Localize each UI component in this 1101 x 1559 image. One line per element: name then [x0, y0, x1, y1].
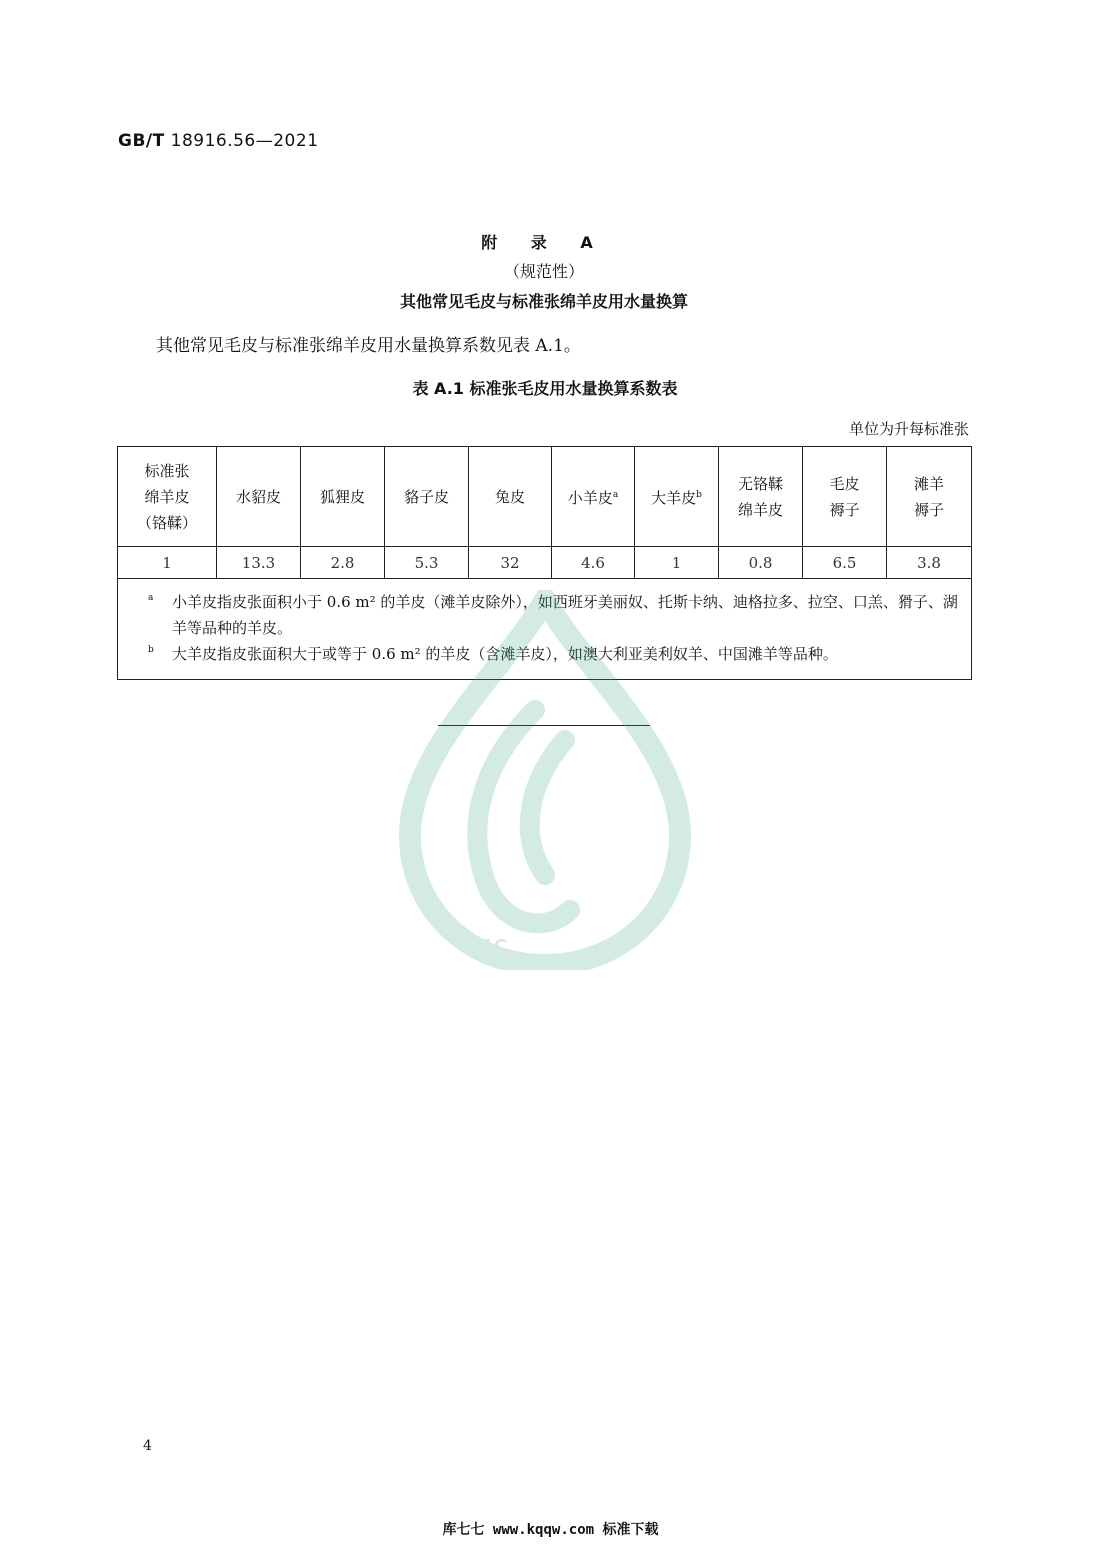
- standard-number: [118, 131, 319, 151]
- appendix-label: 附 录 A: [481, 233, 607, 252]
- note-text: 大羊皮指皮张面积大于或等于 0.6 m² 的羊皮（含滩羊皮），如澳大利亚美利奴羊、中国滩羊等品种。: [172, 645, 838, 663]
- header-line: 无铬鞣: [737, 474, 783, 493]
- table-row: [118, 547, 972, 579]
- header-line: 滩羊: [913, 474, 944, 493]
- value-cell: 32: [469, 547, 552, 579]
- table-header-row: [118, 447, 972, 547]
- header-cell: [118, 447, 217, 547]
- header-line: 小羊皮: [567, 489, 613, 507]
- value-cell: 1: [118, 547, 217, 579]
- appendix-nature: （规范性）: [503, 262, 584, 281]
- value-cell: 13.3: [217, 547, 301, 579]
- header-cell: [469, 447, 552, 547]
- value-cell: 3.8: [887, 547, 972, 579]
- header-line: 标准张: [144, 461, 190, 480]
- header-line: 貉子皮: [403, 487, 449, 506]
- header-line: 绵羊皮: [737, 500, 783, 519]
- header-line: 水貂皮: [235, 487, 281, 506]
- note-mark: b: [148, 645, 154, 655]
- footnote-mark: a: [612, 490, 619, 500]
- header-cell: [635, 447, 719, 547]
- header-line: 毛皮: [829, 474, 860, 493]
- header-line: 狐狸皮: [319, 487, 365, 506]
- appendix-title: 其他常见毛皮与标准张绵羊皮用水量换算: [399, 292, 688, 311]
- value-cell: 0.8: [719, 547, 803, 579]
- footer-text: 库七七 www.kqqw.com 标准下载: [442, 1522, 659, 1538]
- drop-logo-icon: [395, 590, 695, 970]
- header-line: 绵羊皮: [144, 487, 190, 506]
- intro-paragraph: 其他常见毛皮与标准张绵羊皮用水量换算系数见表 A.1。: [156, 336, 581, 356]
- header-cell: [301, 447, 385, 547]
- header-line: 褥子: [829, 500, 860, 519]
- value-cell: 4.6: [552, 547, 635, 579]
- table-caption: 表 A.1 标准张毛皮用水量换算系数表: [412, 379, 678, 398]
- header-line: 兔皮: [494, 487, 525, 506]
- header-cell: [803, 447, 887, 547]
- header-line: 褥子: [913, 500, 944, 519]
- standard-prefix: GB/T: [118, 131, 165, 151]
- standard-code: 18916.56—2021: [170, 131, 319, 151]
- header-line: （铬鞣）: [136, 513, 197, 532]
- header-line: 大羊皮: [651, 489, 697, 507]
- header-cell: [719, 447, 803, 547]
- table-unit: 单位为升每标准张: [848, 420, 969, 438]
- svg-text:SAC: SAC: [467, 936, 508, 957]
- value-cell: 2.8: [301, 547, 385, 579]
- value-cell: 1: [635, 547, 719, 579]
- value-cell: 5.3: [385, 547, 469, 579]
- header-cell: [887, 447, 972, 547]
- footnote-mark: b: [696, 490, 702, 500]
- sac-watermark-logo: [395, 590, 695, 974]
- note-mark: a: [148, 593, 154, 603]
- value-cell: 6.5: [803, 547, 887, 579]
- header-cell: [552, 447, 635, 547]
- header-cell: [385, 447, 469, 547]
- page-number: 4: [143, 1438, 152, 1454]
- header-cell: [217, 447, 301, 547]
- note-text: 小羊皮指皮张面积小于 0.6 m² 的羊皮（滩羊皮除外），如西班牙美丽奴、托斯卡纳、迪格拉多、拉空、口羔、猾子、湖羊等品种的羊皮。: [172, 593, 958, 637]
